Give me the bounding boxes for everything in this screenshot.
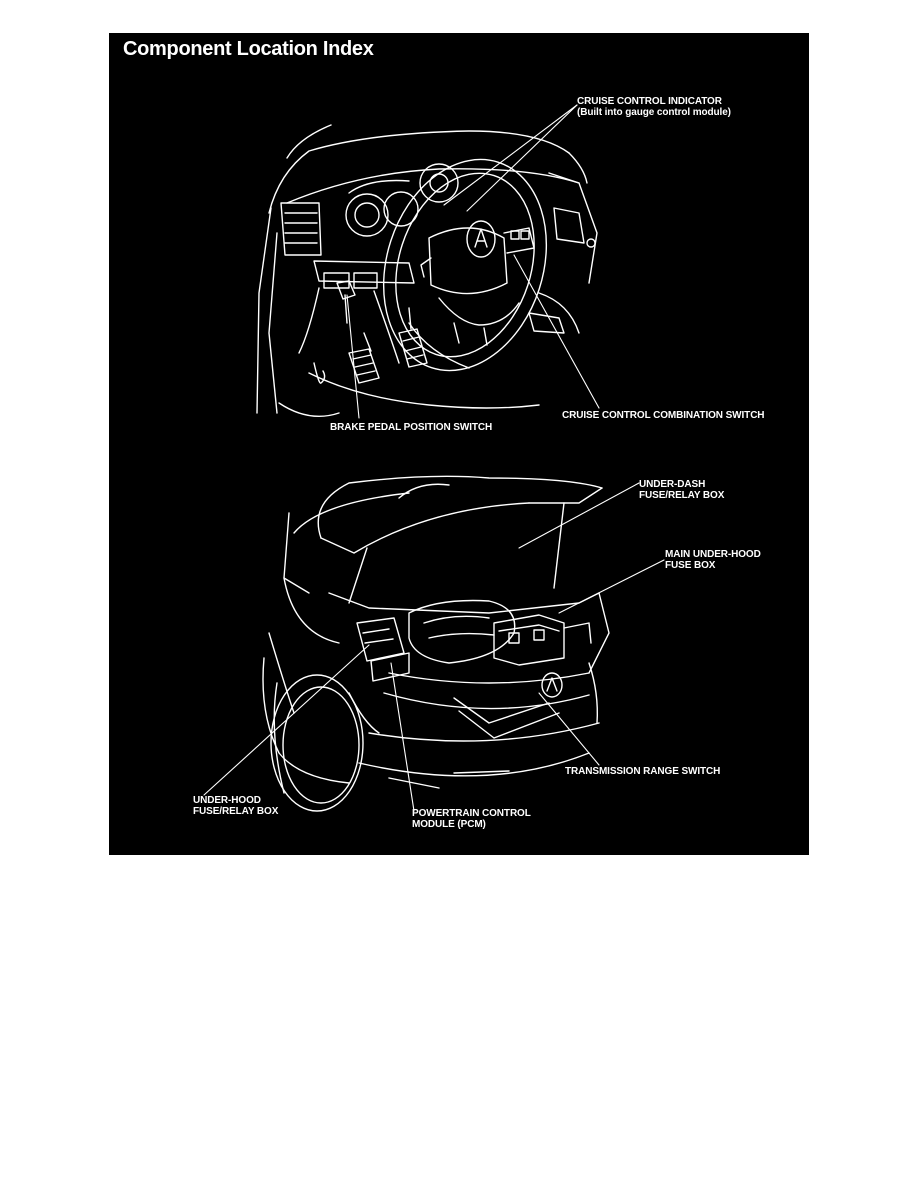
label-powertrain-control-module xyxy=(412,808,531,830)
label-pcm-line1: POWERTRAIN CONTROL xyxy=(412,808,531,819)
label-under-dash-line1: UNDER-DASH xyxy=(639,479,706,490)
label-cruise-switch-text: CRUISE CONTROL COMBINATION SWITCH xyxy=(562,410,765,421)
label-cruise-control-indicator xyxy=(577,96,731,118)
label-main-under-hood-fuse-box xyxy=(665,549,761,571)
label-trans-switch-text: TRANSMISSION RANGE SWITCH xyxy=(565,766,721,777)
label-brake-switch-text: BRAKE PEDAL POSITION SWITCH xyxy=(330,422,493,433)
label-main-fuse-line2: FUSE BOX xyxy=(665,560,716,571)
label-under-dash-fuse-relay-box xyxy=(639,479,724,501)
line-art xyxy=(109,33,809,855)
label-under-dash-line2: FUSE/RELAY BOX xyxy=(639,490,725,501)
label-under-hood-line1: UNDER-HOOD xyxy=(193,795,261,806)
label-under-hood-fuse-relay-box xyxy=(193,795,278,817)
engine-bay-illustration xyxy=(204,476,664,811)
label-brake-pedal-position-switch xyxy=(330,422,492,433)
dashboard-illustration xyxy=(257,105,599,418)
label-cruise-indicator-line2: (Built into gauge control module) xyxy=(577,107,731,118)
page-title: Component Location Index xyxy=(123,38,374,60)
diagram-panel xyxy=(109,33,809,855)
label-transmission-range-switch xyxy=(565,766,720,777)
label-under-hood-line2: FUSE/RELAY BOX xyxy=(193,806,279,817)
label-pcm-line2: MODULE (PCM) xyxy=(412,819,486,830)
label-cruise-control-combination-switch xyxy=(562,410,764,421)
label-main-fuse-line1: MAIN UNDER-HOOD xyxy=(665,549,761,560)
label-cruise-indicator-line1: CRUISE CONTROL INDICATOR xyxy=(577,96,722,107)
